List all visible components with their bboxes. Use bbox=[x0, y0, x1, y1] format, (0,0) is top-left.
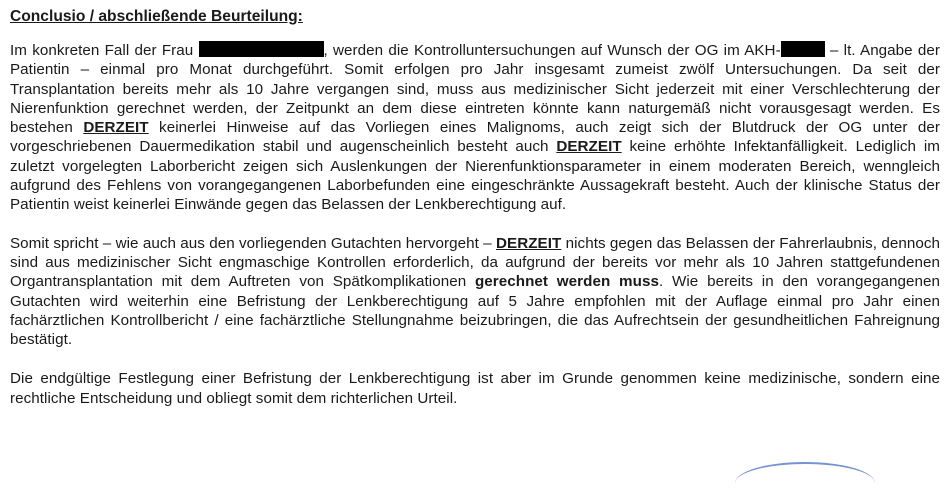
redaction-bar-name bbox=[199, 41, 324, 57]
p2-text-c: nichts gegen das Belassen der Fahrerlaubnis, dennoch sind aus medizinischer Sicht engmaschige Kontrollen erforderlich, da aufgrund der bereits vor mehr als 10 Jahren stattgefundenen Organtransplantation mit dem Auftreten von Spätkomplikationen bbox=[10, 234, 940, 291]
p1-emphasis-derzeit-2: DERZEIT bbox=[556, 138, 622, 156]
p2-text-e: . Wie bereits in den vorangegangenen Gutachten wird weiterhin eine Befristung der Lenkberechtigung auf 5 Jahre empfohlen mit der Auflage einmal pro Jahr einen fachärztlichen Kontrollbericht / eine fachärztliche Stellungnahme beizubringen, die das Aufrechtsein der gesundheitlichen Fahreignung bestätigt. bbox=[10, 273, 940, 349]
section-heading: Conclusio / abschließende Beurteilung: bbox=[10, 8, 303, 25]
stamp-arc bbox=[735, 462, 875, 504]
redaction-bar-location bbox=[781, 41, 825, 57]
p1-text-g: keine erhöhte Infektanfälligkeit. Lediglich im zuletzt vorgelegten Laborbericht zeigen sich Auslenkungen der Nierenfunktionsparameter in einem moderaten Bereich, wenngleich aufgrund des Fehlens von vorangegangenen Laborbefunden eine eingeschränkte Aussagekraft besteht. Auch der klinische Status der Patientin weist keinerlei Einwände gegen das Belassen der Lenkberechtigung auf. bbox=[10, 138, 940, 214]
paragraph-3: Die endgültige Festlegung einer Befristung der Lenkberechtigung ist aber im Grunde genommen keine medizinische, sondern eine rechtliche Entscheidung und obliegt somit dem richterlichen Urteil. bbox=[10, 370, 940, 407]
paragraph-1 bbox=[10, 41, 940, 215]
p2-emphasis-derzeit: DERZEIT bbox=[496, 234, 562, 252]
paragraph-2 bbox=[10, 234, 940, 350]
p1-emphasis-derzeit-1: DERZEIT bbox=[83, 119, 149, 137]
p2-emphasis-bold: gerechnet werden muss bbox=[474, 273, 659, 291]
document-page bbox=[10, 6, 940, 408]
p1-text-e: keinerlei Hinweise auf das Vorliegen eines Malignoms, auch zeigt sich der Blutdruck der OG unter der vorgeschriebenen Dauermedikation stabil und augenscheinlich besteht auch bbox=[10, 119, 940, 156]
p1-text-a: Im konkreten Fall der Frau bbox=[10, 42, 199, 59]
p1-text-b: , werden die Kontrolluntersuchungen auf Wunsch der OG im AKH- bbox=[323, 42, 781, 59]
p1-text-c: – lt. Angabe der Patientin – einmal pro Monat durchgeführt. Somit erfolgen pro Jahr insgesamt zumeist zwölf Untersuchungen. Da seit der Transplantation bereits mehr als 10 Jahre vergangen sind, muss aus medizinischer Sicht jederzeit mit einer Verschlechterung der Nierenfunktion gerechnet werden, der Zeitpunkt an dem diese eintreten könnte kann naturgemäß nicht vorausgesagt werden. Es bestehen bbox=[10, 42, 941, 137]
p2-text-a: Somit spricht – wie auch aus den vorliegenden Gutachten hervorgeht – bbox=[10, 234, 496, 252]
